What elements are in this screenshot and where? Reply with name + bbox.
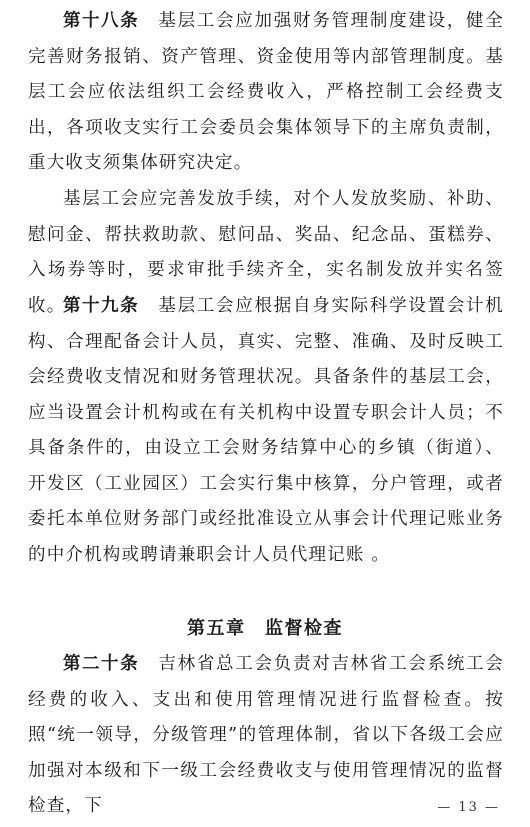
article-18-paragraph-2: 基层工会应完善发放手续，对个人发放奖励、补助、慰问金、帮扶救助款、慰问品、奖品、纪念品、蛋糕券、入场券等时，要求审批手续齐全，实名制发放并实名签收。 — [28, 189, 504, 316]
article-20-title: 第二十条 — [63, 654, 140, 674]
article-18-paragraph — [28, 4, 504, 182]
article-19-text: 基层工会应根据自身实际科学设置会计机构、合理配备会计人员，真实、完整、准确、及时反映工会经费收支情况和财务管理状况。具备条件的基层工会，应当设置会计机构或在有关机构中设置专职会计人员；不具备条件的，由设立工会财务结算中心的乡镇（街道）、开发区（工业园区）工会实行集中核算，分户管理，或者委托本单位财务部门或经批准设立从事会计代理记账业务的中介机构或聘请兼职会计人员代理记账 。 — [28, 296, 504, 565]
article-20-text: 吉林省总工会负责对吉林省工会系统工会经费的收入、支出和使用管理情况进行监督检查。按照“统一领导，分级管理”的管理体制，省以下各级工会应加强对本级和下一级工会经费收支与使用管理情况的监督检查，下 — [28, 654, 504, 816]
chapter-heading: 第五章 监督检查 — [187, 618, 343, 639]
article-18-title: 第十八条 — [63, 11, 140, 31]
article-20-paragraph — [28, 647, 504, 825]
page-number: — 13 — — [437, 800, 500, 815]
article-18-text: 基层工会应加强财务管理制度建设，健全完善财务报销、资产管理、资金使用等内部管理制度。基层工会应依法组织工会经费收入，严格控制工会经费支出，各项收支实行工会委员会集体领导下的主席负责制，重大收支须集体研究决定。 — [28, 11, 504, 173]
article-19-title: 第十九条 — [63, 296, 140, 316]
article-19-paragraph — [28, 289, 504, 573]
